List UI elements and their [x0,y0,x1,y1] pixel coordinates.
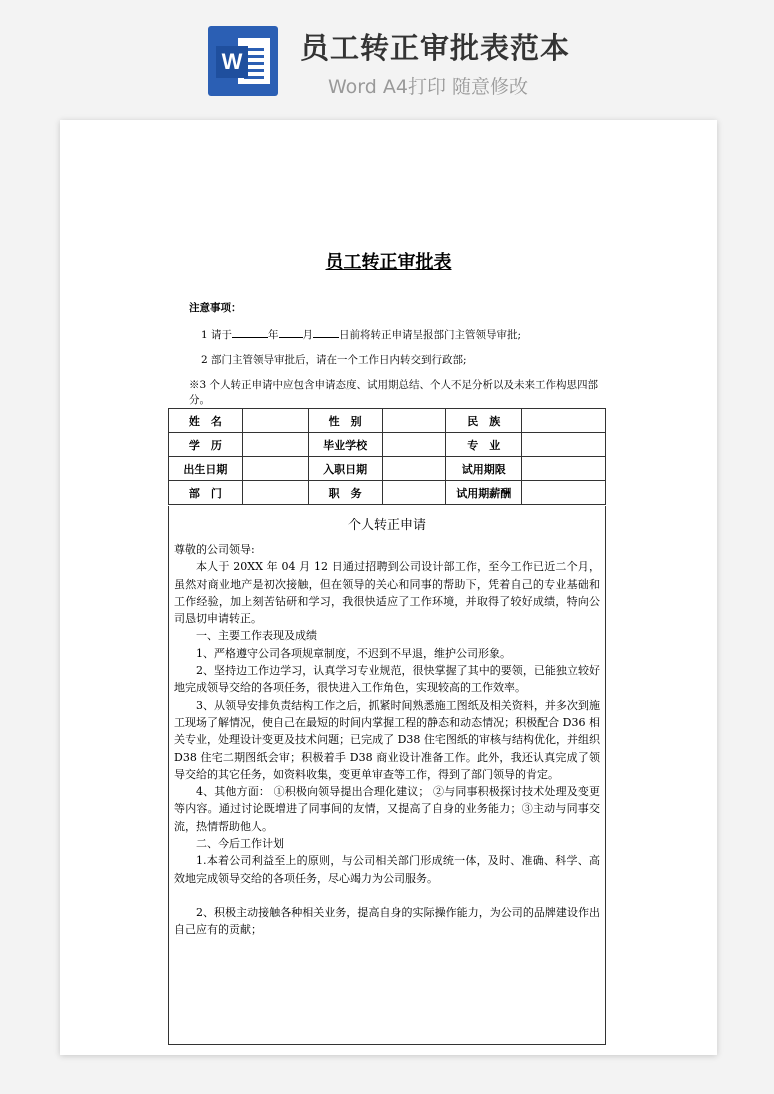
table-row [169,409,606,433]
paragraph: 1、严格遵守公司各项规章制度，不迟到不早退，维护公司形象。 [196,646,511,660]
note-3: ※3 个人转正申请中应包含申请态度、试用期总结、个人不足分析以及未来工作构思四部分。 [189,379,599,406]
value-probation-period[interactable] [522,457,606,481]
notes-heading: 注意事项： [189,302,242,314]
word-logo-icon [208,26,278,96]
banner-title: 员工转正审批表范本 [300,31,571,65]
paragraph: 3、从领导安排负责结构工作之后，抓紧时间熟悉施工图纸及相关资料，并多次到施工现场了解情况，使自己在最短的时间内掌握工程的静态和动态情况；积极配合 D36 相关专业，处理设计变更及技术问题；已完成了 D38 住宅图纸的审核与结构优化，并组织 D38 住宅二期图纸会审；积极着手 D38 商业设计准备工作。此外，我还认真完成了领导交给的其它任务，如资料收集，变更单审查等工作，得到了部门领导的肯定。 [174,698,600,781]
greeting: 尊敬的公司领导: [174,543,255,556]
label-major: 专 业 [446,433,522,457]
paragraph: 4、其他方面： ①积极向领导提出合理化建议； ②与同事积极探讨技术处理及变更等内容。通过讨论既增进了同事间的友情，又提高了自身的业务能力；③主动与同事交流，热情帮助他人。 [174,785,600,833]
label-birth-date: 出生日期 [169,457,243,481]
banner-subtitle: Word A4打印 随意修改 [328,76,529,98]
note-1 [201,327,612,343]
application-title: 个人转正申请 [347,518,426,533]
paragraph: 本人于 20XX 年 04 月 12 日通过招聘到公司设计部工作，至今工作已近二个月，虽然对商业地产是初次接触，但在领导的关心和同事的帮助下，凭着自己的专业基础和工作经验，加上刻苦钻研和学习，我很快适应了工作环境，并取得了较好成绩，特向公司恳切申请转正。 [174,560,600,626]
table-row [169,457,606,481]
section-heading: 二、今后工作计划 [196,837,284,851]
note-1-prefix: 1 请于 [201,329,233,341]
value-department[interactable] [242,481,308,505]
label-gender: 性 别 [308,409,382,433]
value-education[interactable] [242,433,308,457]
paragraph: 2、坚持边工作边学习，认真学习专业规范，很快掌握了其中的要领，已能独立较好地完成领导交给的各项任务，很快进入工作角色，实现较高的工作效率。 [174,664,600,695]
value-probation-salary[interactable] [522,481,606,505]
paragraph: 1.本着公司利益至上的原则，与公司相关部门形成统一体，及时、准确、科学、高效地完成领导交给的各项任务，尽心竭力为公司服务。 [174,854,600,885]
note-1-suffix: 日前将转正申请呈报部门主管领导审批; [339,329,522,341]
application-body [169,541,605,939]
value-ethnicity[interactable] [522,409,606,433]
info-table [168,408,606,505]
word-logo-letter: W [216,46,248,78]
table-row [169,433,606,457]
document-page [60,120,717,1055]
label-probation-period: 试用期限 [446,457,522,481]
value-school[interactable] [382,433,446,457]
value-position[interactable] [382,481,446,505]
label-ethnicity: 民 族 [446,409,522,433]
label-department: 部 门 [169,481,243,505]
paragraph: 2、积极主动接触各种相关业务，提高自身的实际操作能力，为公司的品牌建设作出自己应有的贡献； [174,905,600,937]
label-probation-salary: 试用期薪酬 [446,481,522,505]
notes-section [167,300,612,418]
document-title: 员工转正审批表 [325,252,452,273]
value-birth-date[interactable] [242,457,308,481]
value-gender[interactable] [382,409,446,433]
value-name[interactable] [242,409,308,433]
label-school: 毕业学校 [308,433,382,457]
value-hire-date[interactable] [382,457,446,481]
value-major[interactable] [522,433,606,457]
section-heading: 一、主要工作表现及成绩 [196,629,317,643]
table-row [169,481,606,505]
note-2: 2 部门主管领导审批后，请在一个工作日内转交到行政部; [201,354,467,366]
note-1-year: 年 [268,329,279,341]
label-name: 姓 名 [169,409,243,433]
label-hire-date: 入职日期 [308,457,382,481]
banner [0,0,774,118]
label-position: 职 务 [308,481,382,505]
note-1-month: 月 [302,329,314,341]
application-box [168,506,606,1045]
label-education: 学 历 [169,433,243,457]
